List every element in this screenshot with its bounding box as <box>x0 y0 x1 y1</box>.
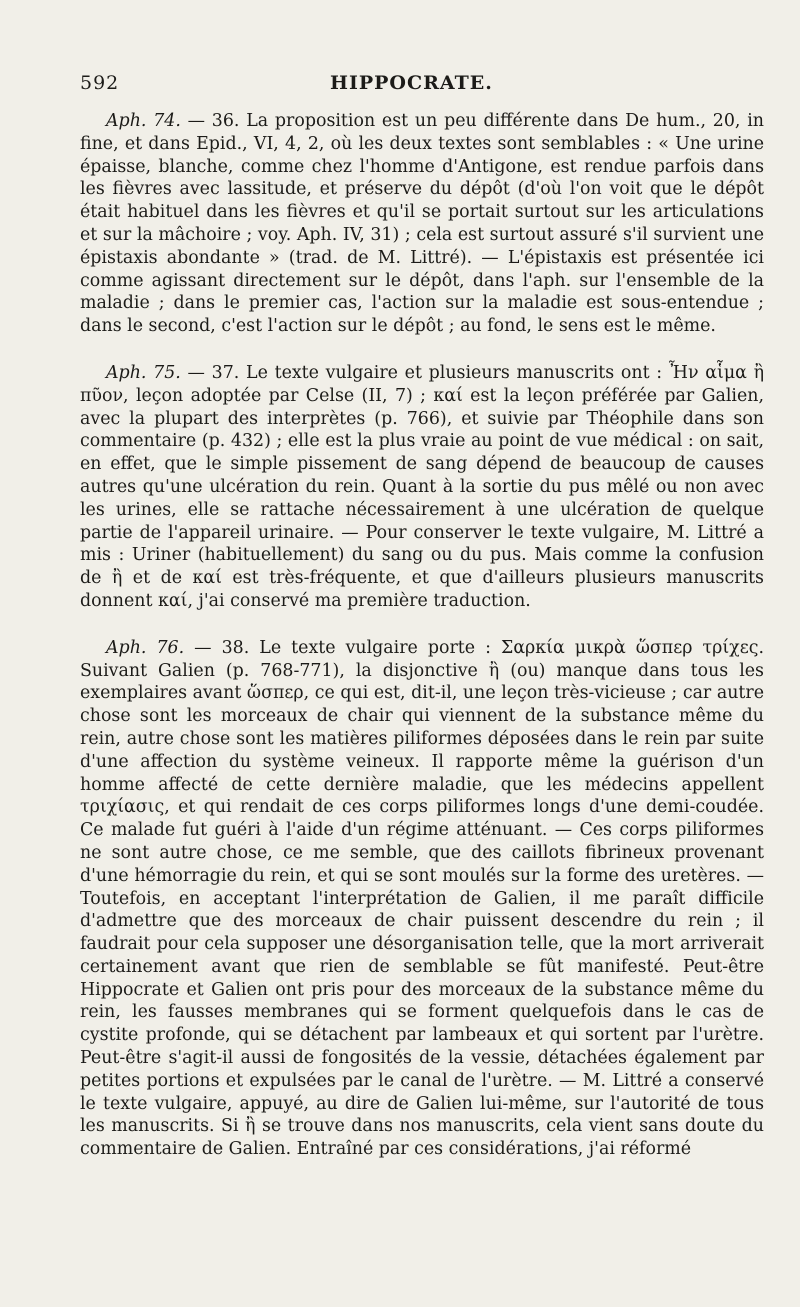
aphorism-label: Aph. 74. <box>106 111 181 131</box>
running-title: HIPPOCRATE. <box>330 72 493 94</box>
note-aph-75 <box>80 362 764 613</box>
note-text: — 37. Le texte vulgaire et plusieurs manuscrits ont : Ἦν αἷμα ἢ πῦον, leçon adoptée par Celse (II, 7) ; καί est la leçon préférée par Galien, avec la plupart des interprètes (p. 766), et suivie par Théophile dans son commentaire (p. 432) ; elle est la plus vraie au point de vue médical : on sait, en effet, que le simple pissement de sang dépend de beaucoup de causes autres qu'une ulcération du rein. Quant à la sortie du pus mêlé ou non avec les urines, elle se rattache nécessairement à une ulcération de quelque partie de l'appareil urinaire. — Pour conserver le texte vulgaire, M. Littré a mis : Uriner (habituellement) du sang ou du pus. Mais comme la confusion de ἢ et de καί est très-fréquente, et que d'ailleurs plusieurs manuscrits donnent καί, j'ai conservé ma première traduction. <box>80 362 765 611</box>
page-number: 592 <box>80 72 120 94</box>
note-aph-76 <box>80 637 764 1161</box>
aphorism-label: Aph. 75. <box>106 362 181 383</box>
aphorism-label: Aph. 76. <box>106 637 185 658</box>
note-aph-74 <box>80 110 764 338</box>
note-text: — 38. Le texte vulgaire porte : Σαρκία μικρὰ ὥσπερ τρίχες. Suivant Galien (p. 768-771), la disjonctive ἢ (ou) manque dans tous les exemplaires avant ὥσπερ, ce qui est, dit-il, une leçon très-vicieuse ; car autre chose sont les morceaux de chair qui viennent de la substance même du rein, autre chose sont les matières piliformes déposées dans le rein par suite d'une affection du système veineux. Il rapporte même la guérison d'un homme affecté de cette dernière maladie, que les médecins appellent τριχίασις, et qui rendait de ces corps piliformes longs d'une demi-coudée. Ce malade fut guéri à l'aide d'un régime atténuant. — Ces corps piliformes ne sont autre chose, ce me semble, que des caillots fibrineux provenant d'une hémorragie du rein, et qui se sont moulés sur la forme des uretères. — Toutefois, en acceptant l'interprétation de Galien, il me paraît difficile d'admettre que des morceaux de chair puissent descendre du rein ; il faudrait pour cela supposer une désorganisation telle, que la mort arriverait certainement avant que rien de semblable se fût manifesté. Peut-être Hippocrate et Galien ont pris pour des morceaux de la substance même du rein, les fausses membranes qui se forment quelquefois dans le cas de cystite profonde, qui se détachent par lambeaux et qui sortent par l'urètre. Peut-être s'agit-il aussi de fongosités de la vessie, détachées également par petites portions et expulsées par le canal de l'urètre. — M. Littré a conservé le texte vulgaire, appuyé, au dire de Galien lui-même, sur l'autorité de tous les manuscrits. Si ἢ se trouve dans nos manuscrits, cela vient sans doute du commentaire de Galien. Entraîné par ces considérations, j'ai réformé <box>80 637 764 1160</box>
running-header <box>80 72 764 94</box>
note-text: — 36. La proposition est un peu différente dans De hum., 20, in fine, et dans Epid., VI, 4, 2, où les deux textes sont semblables : « Une urine épaisse, blanche, comme chez l'homme d'Antigone, est rendue parfois dans les fièvres avec lassitude, et préserve du dépôt (d'où l'on voit que le dépôt était habituel dans les fièvres et qu'il se portait surtout sur les articulations et sur la mâchoire ; voy. Aph. IV, 31) ; cela est surtout assuré s'il survient une épistaxis abondante » (trad. de M. Littré). — L'épistaxis est présentée ici comme agissant directement sur le dépôt, dans l'aph. sur l'ensemble de la maladie ; dans le premier cas, l'action sur la maladie est sous-entendue ; dans le second, c'est l'action sur le dépôt ; au fond, le sens est le même. <box>80 111 765 337</box>
